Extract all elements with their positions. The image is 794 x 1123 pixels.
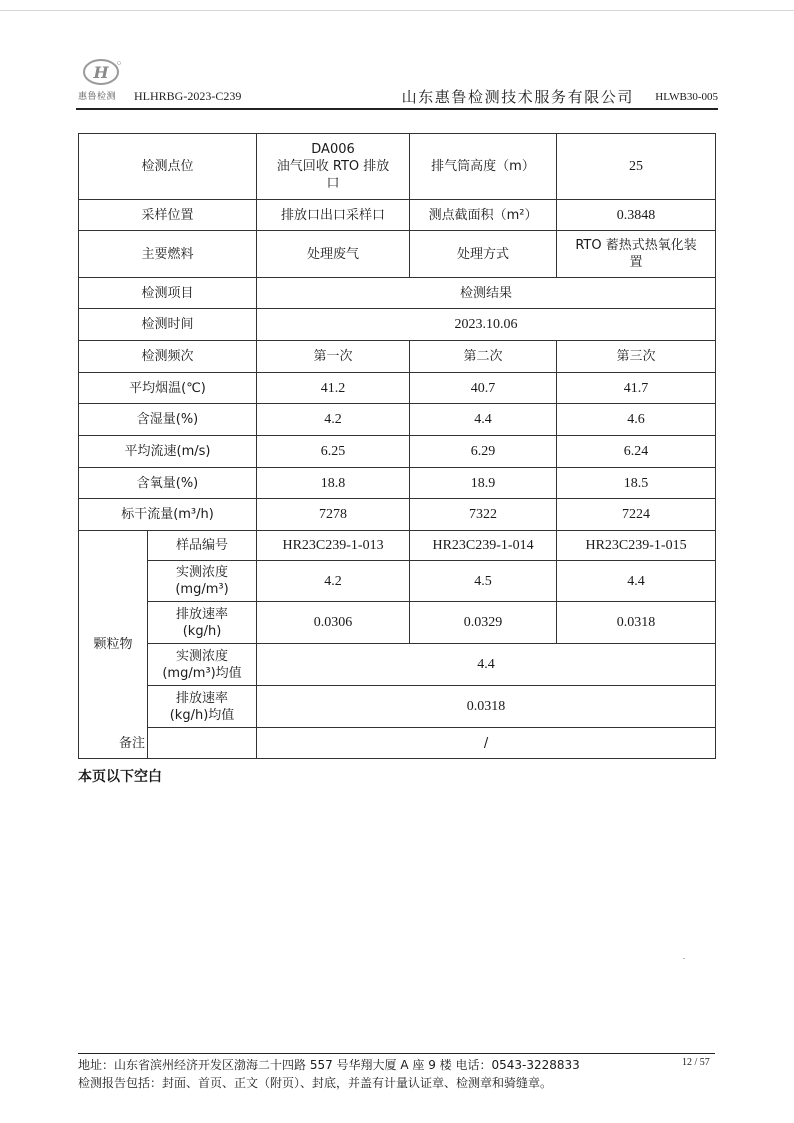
treatment-label: 处理方式 <box>410 231 557 278</box>
time-value: 2023.10.06 <box>257 309 716 341</box>
company-name: 山东惠鲁检测技术服务有限公司 <box>401 88 634 106</box>
rate-value: 0.0306 <box>257 602 410 644</box>
time-label: 检测时间 <box>79 309 257 341</box>
result-label: 检测结果 <box>257 278 716 309</box>
param-value: 18.8 <box>257 468 410 499</box>
company-logo <box>76 58 128 106</box>
treatment-value: RTO 蓄热式热氧化装 置 <box>557 231 716 278</box>
blank-below-note: 本页以下空白 <box>78 769 162 785</box>
frequency-label: 检测频次 <box>79 341 257 373</box>
param-label: 平均流速(m/s) <box>79 436 257 468</box>
section-area-label: 测点截面积（m²） <box>410 200 557 231</box>
param-value: 7322 <box>410 499 557 531</box>
param-value: 41.7 <box>557 373 716 404</box>
page-header <box>76 58 718 106</box>
rate-value: 0.0329 <box>410 602 557 644</box>
stack-height-label: 排气筒高度（m） <box>410 134 557 200</box>
param-value: 4.6 <box>557 404 716 436</box>
footer-rule <box>78 1053 715 1054</box>
param-value: 4.2 <box>257 404 410 436</box>
test-results-table <box>78 133 716 759</box>
svg-text:H: H <box>93 63 109 82</box>
form-code: HLWB30-005 <box>655 91 718 103</box>
scan-speck <box>683 958 685 959</box>
rate-avg-label: 排放速率 (kg/h)均值 <box>148 686 257 728</box>
pm-label: 颗粒物 <box>79 531 148 759</box>
sample-no: HR23C239-1-014 <box>410 531 557 561</box>
param-value: 7224 <box>557 499 716 531</box>
rate-avg-value: 0.0318 <box>257 686 716 728</box>
header-rule <box>76 108 718 110</box>
fuel-value: 处理废气 <box>257 231 410 278</box>
param-label: 含湿量(%) <box>79 404 257 436</box>
conc-avg-value: 4.4 <box>257 644 716 686</box>
run-3: 第三次 <box>557 341 716 373</box>
param-value: 6.29 <box>410 436 557 468</box>
param-value: 6.24 <box>557 436 716 468</box>
page-number: 12 / 57 <box>682 1057 710 1068</box>
sample-no-label: 样品编号 <box>148 531 257 561</box>
conc-value: 4.2 <box>257 561 410 602</box>
param-value: 41.2 <box>257 373 410 404</box>
param-label: 标干流量(m³/h) <box>79 499 257 531</box>
run-1: 第一次 <box>257 341 410 373</box>
rate-label: 排放速率 (kg/h) <box>148 602 257 644</box>
sampling-position-value: 排放口出口采样口 <box>257 200 410 231</box>
fuel-label: 主要燃料 <box>79 231 257 278</box>
sample-no: HR23C239-1-015 <box>557 531 716 561</box>
param-value: 18.9 <box>410 468 557 499</box>
conc-label: 实测浓度 (mg/m³) <box>148 561 257 602</box>
param-value: 40.7 <box>410 373 557 404</box>
run-2: 第二次 <box>410 341 557 373</box>
footer-note: 检测报告包括：封面、首页、正文（附页）、封底，并盖有计量认证章、检测章和骑缝章。 <box>78 1076 553 1090</box>
param-value: 7278 <box>257 499 410 531</box>
item-label: 检测项目 <box>79 278 257 309</box>
top-edge-line <box>0 10 794 11</box>
conc-value: 4.5 <box>410 561 557 602</box>
sampling-position-label: 采样位置 <box>79 200 257 231</box>
sample-no: HR23C239-1-013 <box>257 531 410 561</box>
param-value: 6.25 <box>257 436 410 468</box>
conc-value: 4.4 <box>557 561 716 602</box>
point-label: 检测点位 <box>79 134 257 200</box>
section-area-value: 0.3848 <box>557 200 716 231</box>
remark-value: / <box>257 728 716 759</box>
rate-value: 0.0318 <box>557 602 716 644</box>
param-label: 含氧量(%) <box>79 468 257 499</box>
param-value: 18.5 <box>557 468 716 499</box>
param-label: 平均烟温(℃) <box>79 373 257 404</box>
conc-avg-label: 实测浓度 (mg/m³)均值 <box>148 644 257 686</box>
point-value: DA006 油气回收 RTO 排放 口 <box>257 134 410 200</box>
footer-address: 地址：山东省滨州经济开发区渤海二十四路 557 号华翔大厦 A 座 9 楼 电话：0543-3228833 <box>78 1058 580 1072</box>
param-value: 4.4 <box>410 404 557 436</box>
report-number: HLHRBG-2023-C239 <box>134 89 242 103</box>
stack-height-value: 25 <box>557 134 716 200</box>
remark-label: 备注 <box>78 728 187 759</box>
logo-text: 惠鲁检测 <box>78 92 117 102</box>
